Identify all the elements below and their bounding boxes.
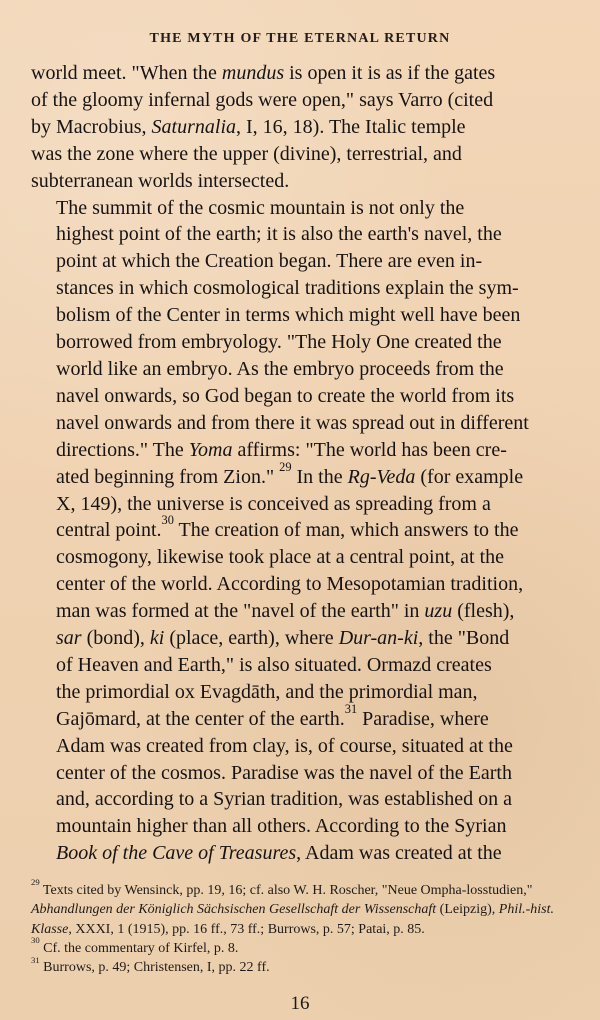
text-line: and, according to a Syrian tradition, was established on a [56, 788, 512, 811]
text-line: was the zone where the upper (divine), terrestrial, and [31, 142, 462, 165]
text-line: ated beginning from Zion." $^{29}$ In the Rg-Veda (for example [56, 459, 524, 488]
footnote-ref: 29 [279, 459, 292, 474]
footnote-ref: 31 [344, 701, 358, 716]
text-line: cosmogony, likewise took place at a central point, at the [56, 546, 505, 569]
footnote-30: $^{30}$ Cf. the commentary of Kirfel, p. 8. [31, 935, 239, 956]
text-line: central point.$^{30}$ The creation of man, which answers to the [56, 513, 519, 542]
text-line: Adam was created from clay, is, of course, situated at the [56, 734, 513, 757]
text-line: Book of the Cave of Treasures, Adam was created at the [56, 842, 502, 865]
text-line: the primordial ox Evagdāth, and the primordial man, [56, 680, 478, 703]
footnote-number: 29 [31, 877, 40, 888]
text-line: directions." The Yoma affirms: "The world has been cre- [56, 438, 507, 461]
running-head: THE MYTH OF THE ETERNAL RETURN [149, 31, 451, 46]
text-line: Gajōmard, at the center of the earth.$^{31}$ Paradise, where [56, 701, 489, 730]
paragraph-1 [31, 60, 587, 195]
text-line: center of the world. According to Mesopotamian tradition, [56, 573, 524, 596]
footnote-number: 31 [31, 954, 40, 965]
text-line: navel onwards and from there it was spread out in different [56, 411, 529, 434]
text-line: man was formed at the "navel of the earth" in uzu (flesh), [56, 600, 515, 623]
text-line: bolism of the Center in terms which might well have been [56, 304, 521, 327]
text-line: The summit of the cosmic mountain is not only the [56, 196, 465, 219]
text-line: subterranean worlds intersected. [31, 169, 290, 192]
text-line: mountain higher than all others. According to the Syrian [56, 815, 507, 838]
footnotes [31, 877, 587, 977]
text-line: of Heaven and Earth," is also situated. Ormazd creates [56, 653, 492, 676]
text-line: stances in which cosmological traditions explain the sym- [56, 277, 519, 300]
footnote-ref: 30 [161, 513, 174, 528]
paragraph-2 [31, 195, 587, 868]
text-line: navel onwards, so God began to create the world from its [56, 384, 515, 407]
text-line: center of the cosmos. Paradise was the navel of the Earth [56, 761, 512, 784]
text-line: point at which the Creation began. There are even in- [56, 250, 483, 273]
footnote-29: $^{29}$ Texts cited by Wensinck, pp. 19, 16; cf. also W. H. Roscher, "Neue Ompha-losstudien," Abhandlungen der Königlich Sächsischen Gesellschaft der Wissenschaft (Leipzig), Phil.-hist. Klasse, XXXI, 1 (1915), pp. 16 ff., 73 ff.; Burrows, p. 57; Patai, p. 85. [31, 877, 554, 937]
footnote-31: $^{31}$ Burrows, p. 49; Christensen, I, pp. 22 ff. [31, 954, 270, 976]
text-line: highest point of the earth; it is also the earth's navel, the [56, 223, 502, 246]
text-line: of the gloomy infernal gods were open," says Varro (cited [31, 88, 494, 111]
text-line: world like an embryo. As the embryo proceeds from the [56, 357, 504, 380]
text-line: world meet. "When the mundus is open it is as if the gates [31, 62, 496, 84]
main-text [31, 60, 587, 867]
page-number: 16 [290, 993, 310, 1014]
text-line: X, 149), the universe is conceived as spreading from a [56, 492, 491, 515]
text-line: borrowed from embryology. "The Holy One created the [56, 331, 502, 354]
footnote-number: 30 [31, 935, 40, 946]
text-line: sar (bond), ki (place, earth), where Dur-an-ki, the "Bond [56, 627, 510, 650]
text-line: by Macrobius, Saturnalia, I, 16, 18). The Italic temple [31, 115, 466, 138]
